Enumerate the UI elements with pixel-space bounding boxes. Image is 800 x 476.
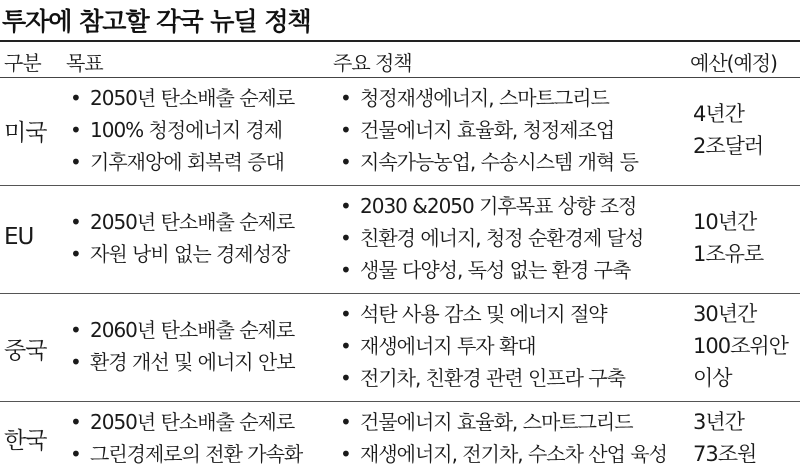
budget-note: 이상 (693, 366, 732, 390)
list-item: • 2050년 탄소배출 순제로 (70, 210, 295, 234)
goals-cell (70, 206, 294, 270)
budget-period: 3년간 (693, 410, 744, 434)
budget-cell (693, 206, 763, 270)
list-item: • 2050년 탄소배출 순제로 (70, 86, 295, 110)
budget-cell (693, 298, 788, 394)
list-item: • 생물 다양성, 독성 없는 환경 구축 (340, 258, 631, 282)
list-item: • 2030 &2050 기후목표 상향 조정 (340, 194, 637, 218)
list-item: • 자원 낭비 없는 경제성장 (70, 242, 290, 266)
page-title: 투자에 참고할 각국 뉴딜 정책 (2, 7, 311, 36)
country-cell: 한국 (4, 428, 47, 454)
list-item: • 2060년 탄소배출 순제로 (70, 318, 295, 342)
budget-period: 4년간 (693, 102, 744, 126)
policies-cell (340, 406, 667, 470)
list-item: • 청정재생에너지, 스마트그리드 (340, 86, 609, 110)
list-item: • 석탄 사용 감소 및 에너지 절약 (340, 302, 607, 326)
list-item: • 기후재앙에 회복력 증대 (70, 150, 284, 174)
policies-cell (340, 82, 638, 178)
policies-cell (340, 190, 643, 286)
country-cell: 중국 (4, 338, 47, 364)
list-item: • 건물에너지 효율화, 청정제조업 (340, 118, 615, 142)
list-item: • 재생에너지, 전기차, 수소차 산업 육성 (340, 442, 667, 466)
header-policy: 주요 정책 (333, 51, 412, 75)
list-item: • 재생에너지 투자 확대 (340, 334, 536, 358)
list-item: • 100% 청정에너지 경제 (70, 118, 283, 142)
budget-amount: 2조달러 (693, 134, 764, 158)
policies-cell (340, 298, 625, 394)
list-item: • 건물에너지 효율화, 스마트그리드 (340, 410, 633, 434)
country-cell: 미국 (4, 120, 47, 146)
budget-cell (693, 98, 763, 162)
country-cell: EU (4, 224, 34, 250)
table-row (0, 294, 800, 402)
list-item: • 그린경제로의 전환 가속화 (70, 442, 303, 466)
list-item: • 친환경 에너지, 청정 순환경제 달성 (340, 226, 644, 250)
goals-cell (70, 314, 295, 378)
budget-amount: 73조원 (693, 442, 757, 466)
header-goal: 목표 (66, 51, 103, 75)
table-row (0, 78, 800, 186)
policy-table (0, 40, 800, 476)
table-row (0, 186, 800, 294)
header-budget: 예산(예정) (690, 51, 777, 75)
list-item: • 전기차, 친환경 관련 인프라 구축 (340, 366, 625, 390)
list-item: • 환경 개선 및 에너지 안보 (70, 350, 295, 374)
budget-period: 10년간 (693, 210, 757, 234)
budget-amount: 100조위안 (693, 334, 788, 358)
budget-cell (693, 406, 756, 470)
goals-cell (70, 406, 302, 470)
header-category: 구분 (4, 51, 41, 75)
list-item: • 지속가능농업, 수송시스템 개혁 등 (340, 150, 638, 174)
budget-period: 30년간 (693, 302, 757, 326)
goals-cell (70, 82, 294, 178)
list-item: • 2050년 탄소배출 순제로 (70, 410, 295, 434)
table-row (0, 402, 800, 476)
table-header (0, 40, 800, 78)
budget-amount: 1조유로 (693, 242, 764, 266)
